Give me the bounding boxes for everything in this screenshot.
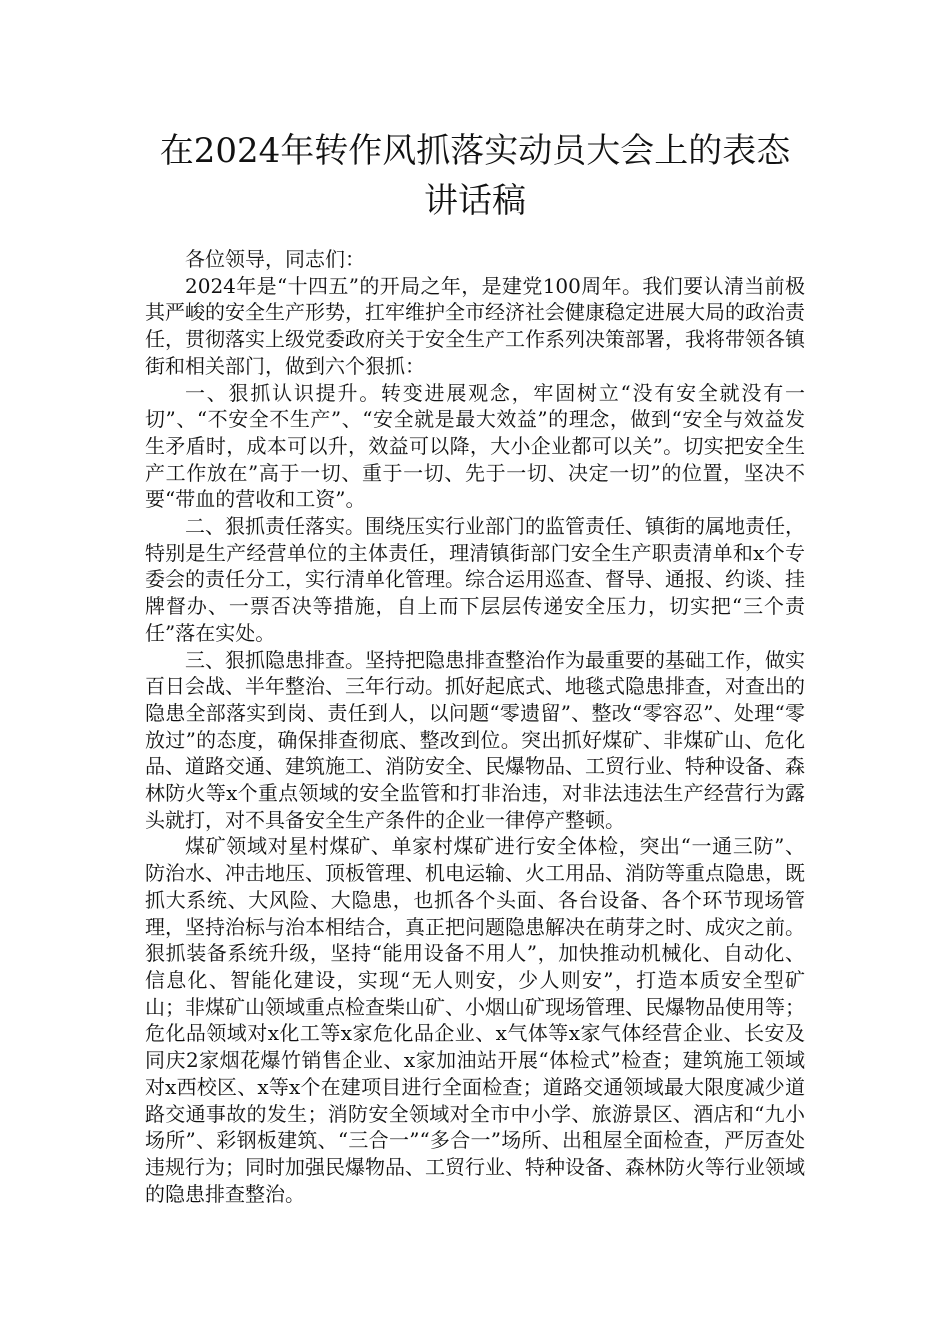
- document-title: 在2024年转作风抓落实动员大会上的表态讲话稿: [159, 131, 791, 221]
- body-paragraph: 三、狠抓隐患排查。坚持把隐患排查整治作为最重要的基础工作，做实百日会战、半年整治、三年行动。抓好起底式、地毯式隐患排查，对查出的隐患全部落实到岗、责任到人，以问题“零遗留”、整改“零容忍”、处理“零放过”的态度，确保排查彻底、整改到位。突出抓好煤矿、非煤矿山、危化品、道路交通、建筑施工、消防安全、民爆物品、工贸行业、特种设备、森林防火等x个重点领域的安全监管和打非治违，对非法违法生产经营行为露头就打，对不具备安全生产条件的企业一律停产整顿。: [145, 647, 805, 832]
- body-paragraph: 二、狠抓责任落实。围绕压实行业部门的监管责任、镇街的属地责任，特别是生产经营单位的主体责任，理清镇街部门安全生产职责清单和x个专委会的责任分工，实行清单化管理。综合运用巡查、督导、通报、约谈、挂牌督办、一票否决等措施，自上而下层层传递安全压力，切实把“三个责任”落在实处。: [145, 514, 805, 645]
- body-paragraph: 煤矿领域对星村煤矿、单家村煤矿进行安全体检，突出“一通三防”、防治水、冲击地压、顶板管理、机电运输、火工用品、消防等重点隐患，既抓大系统、大风险、大隐患，也抓各个头面、各台设备、各个环节现场管理，坚持治标与治本相结合，真正把问题隐患解决在萌芽之时、成灾之前。狠抓装备系统升级，坚持“能用设备不用人”，加快推动机械化、自动化、信息化、智能化建设，实现“无人则安，少人则安”，打造本质安全型矿山；非煤矿山领域重点检查柴山矿、小烟山矿现场管理、民爆物品使用等；危化品领域对x化工等x家危化品企业、x气体等x家气体经营企业、长安及同庆2家烟花爆竹销售企业、x家加油站开展“体检式”检查；建筑施工领域对x西校区、x等x个在建项目进行全面检查；道路交通领域最大限度减少道路交通事故的发生；消防安全领域对全市中小学、旅游景区、酒店和“九小场所”、彩钢板建筑、“三合一”“多合一”场所、出租屋全面检查，严厉查处违规行为；同时加强民爆物品、工贸行业、特种设备、森林防火等行业领域的隐患排查整治。: [145, 834, 805, 1206]
- body-paragraph: 2024年是“十四五”的开局之年，是建党100周年。我们要认清当前极其严峻的安全生产形势，扛牢维护全市经济社会健康稳定进展大局的政治责任，贯彻落实上级党委政府关于安全生产工作系列决策部署，我将带领各镇街和相关部门，做到六个狠抓：: [145, 273, 805, 378]
- document-body: [145, 246, 805, 1207]
- salutation-paragraph: 各位领导，同志们：: [185, 247, 365, 271]
- body-paragraph: 一、狠抓认识提升。转变进展观念，牢固树立“没有安全就没有一切”、“不安全不生产”、“安全就是最大效益”的理念，做到“安全与效益发生矛盾时，成本可以升，效益可以降，大小企业都可以关”。切实把安全生产工作放在”高于一切、重于一切、先于一切、决定一切”的位置，坚决不要“带血的营收和工资”。: [145, 380, 805, 512]
